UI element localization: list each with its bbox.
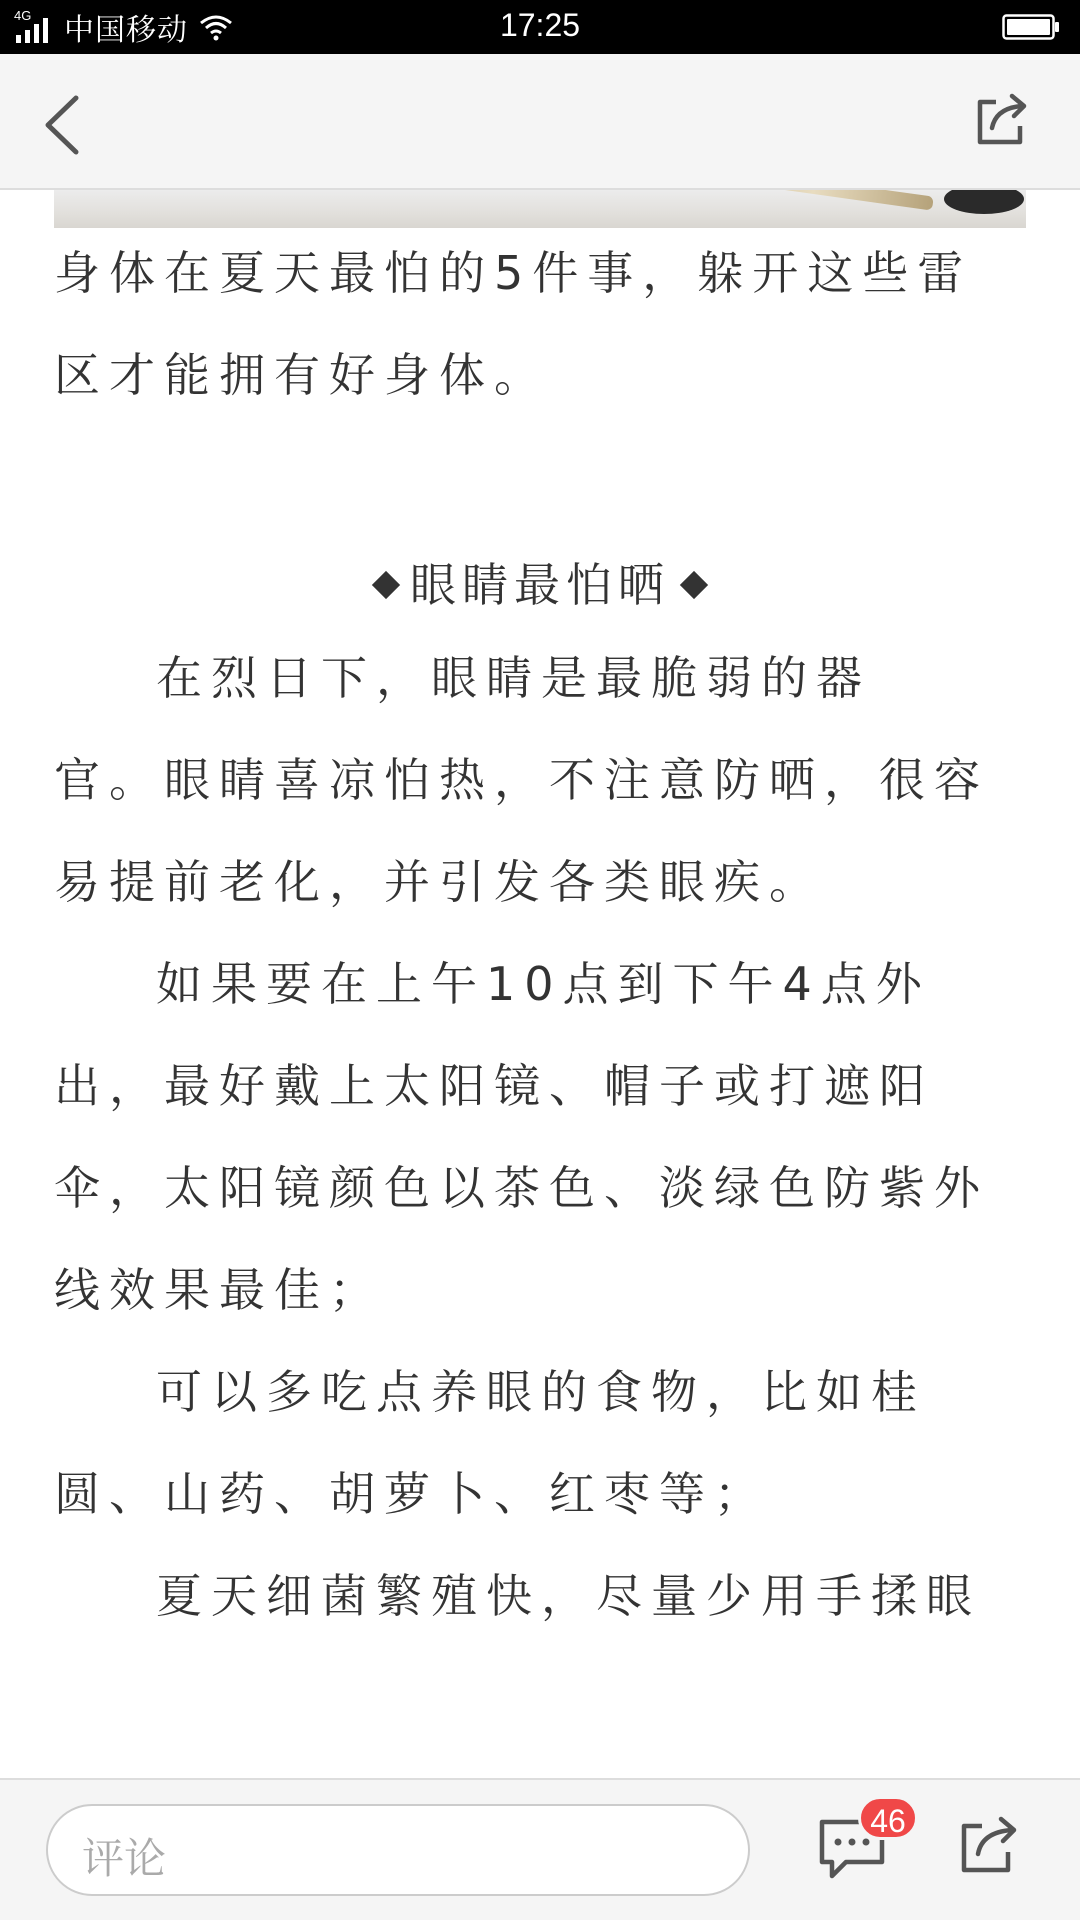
paragraph-line: 可以多吃点养眼的食物，比如桂 — [156, 1365, 926, 1419]
top-nav-bar — [0, 54, 1080, 190]
carrier-name: 中国移动 — [64, 13, 188, 48]
comment-input[interactable] — [46, 1804, 750, 1896]
paragraph-line: 如果要在上午10点到下午4点外 — [156, 957, 931, 1011]
section-title-text: 眼睛最怕晒 — [410, 558, 670, 612]
status-time: 17:25 — [499, 7, 581, 43]
paragraph-line: 线效果最佳； — [54, 1263, 384, 1317]
paragraph-line: 夏天细菌繁殖快，尽量少用手揉眼 — [156, 1569, 981, 1623]
share-icon[interactable] — [958, 1814, 1020, 1876]
comment-placeholder: 评论 — [82, 1834, 167, 1883]
paragraph-line: 官。眼睛喜凉怕热，不注意防晒，很容 — [54, 753, 989, 807]
bottom-action-bar — [0, 1778, 1080, 1920]
paragraph-line: 伞，太阳镜颜色以茶色、淡绿色防紫外 — [54, 1161, 989, 1215]
intro-line: 身体在夏天最怕的5件事，躲开这些雷 — [54, 246, 973, 300]
diamond-icon — [680, 570, 708, 598]
section-heading — [0, 555, 1080, 615]
paragraph-line: 在烈日下，眼睛是最脆弱的器 — [156, 651, 871, 705]
share-icon[interactable] — [974, 92, 1030, 148]
back-chevron-icon[interactable] — [42, 94, 82, 156]
diamond-icon — [372, 570, 400, 598]
network-type: 4G — [14, 8, 32, 23]
paragraph-line: 圆、山药、胡萝卜、红枣等； — [54, 1467, 769, 1521]
paragraph-line: 出，最好戴上太阳镜、帽子或打遮阳 — [54, 1059, 934, 1113]
status-bar — [0, 0, 1080, 54]
battery-icon — [1002, 14, 1060, 40]
article-content — [0, 190, 1080, 1778]
comment-count-badge: 46 — [858, 1796, 918, 1840]
intro-line: 区才能拥有好身体。 — [54, 348, 549, 402]
paragraph-line: 易提前老化，并引发各类眼疾。 — [54, 855, 824, 909]
